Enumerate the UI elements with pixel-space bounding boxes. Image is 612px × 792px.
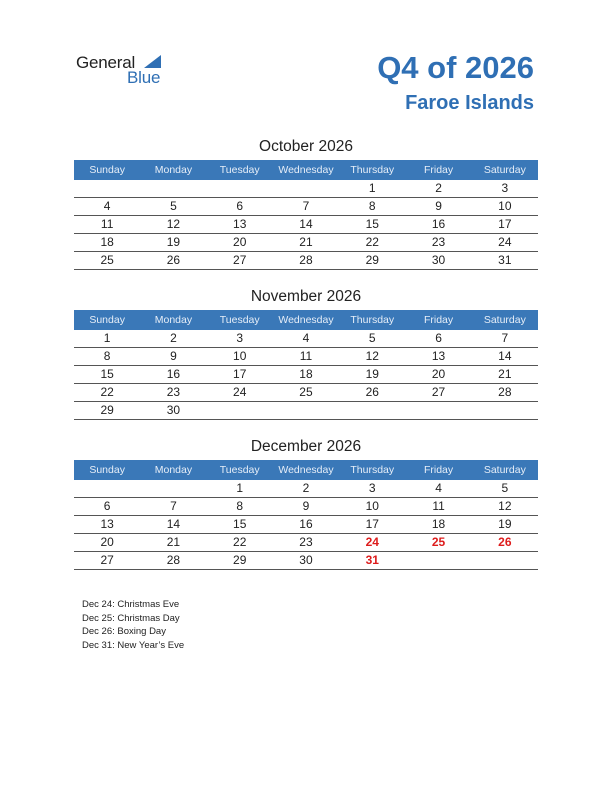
day-cell: 29 xyxy=(365,253,379,267)
weekday-label: Saturday xyxy=(483,164,526,176)
day-cell xyxy=(140,180,206,197)
day-cell: 25 xyxy=(431,535,446,549)
day-cell xyxy=(207,402,273,419)
day-cell: 10 xyxy=(498,199,512,213)
day-cell: 4 xyxy=(435,481,442,495)
month-grid xyxy=(74,330,538,420)
month-december xyxy=(74,436,538,570)
day-cell: 26 xyxy=(166,253,181,267)
day-cell xyxy=(472,552,538,569)
day-cell: 19 xyxy=(498,517,512,531)
weekday-label: Sunday xyxy=(89,464,125,476)
day-cell: 26 xyxy=(498,535,512,549)
day-cell: 4 xyxy=(103,199,111,213)
day-cell: 27 xyxy=(431,385,446,399)
day-cell: 5 xyxy=(501,481,509,495)
weekday-label: Monday xyxy=(154,164,193,176)
day-cell: 19 xyxy=(166,235,181,249)
day-cell: 6 xyxy=(103,499,111,513)
day-cell: 28 xyxy=(299,253,313,267)
weekday-label: Monday xyxy=(154,314,193,326)
day-cell: 23 xyxy=(299,535,313,549)
day-cell: 23 xyxy=(431,235,446,249)
weekday-label: Friday xyxy=(423,314,454,326)
day-cell xyxy=(207,180,273,197)
day-cell: 16 xyxy=(431,217,446,231)
logo-blue-text: Blue xyxy=(127,68,161,87)
day-cell: 2 xyxy=(302,481,310,495)
day-cell: 3 xyxy=(368,481,376,495)
day-cell: 19 xyxy=(365,367,379,381)
weekday-label: Thursday xyxy=(350,464,395,476)
day-cell: 4 xyxy=(302,331,310,345)
logo-general-text: General xyxy=(76,53,136,72)
day-cell: 25 xyxy=(299,385,313,399)
week-row xyxy=(74,480,538,498)
weekday-label: Monday xyxy=(154,464,193,476)
holiday-note: Dec 26: Boxing Day xyxy=(82,626,166,637)
general-blue-logo xyxy=(76,53,176,89)
weekday-header xyxy=(74,310,538,330)
day-cell: 6 xyxy=(435,331,442,345)
day-cell xyxy=(405,402,471,419)
day-cell: 7 xyxy=(302,199,310,213)
weekday-label: Tuesday xyxy=(219,464,260,476)
day-cell: 13 xyxy=(100,517,114,531)
day-cell xyxy=(472,402,538,419)
holiday-note: Dec 25: Christmas Day xyxy=(82,612,180,624)
weekday-label: Friday xyxy=(423,464,454,476)
day-cell: 31 xyxy=(498,253,512,267)
week-row xyxy=(74,498,538,516)
day-cell: 24 xyxy=(233,385,247,399)
day-cell: 13 xyxy=(431,349,446,363)
day-cell: 5 xyxy=(170,199,177,213)
day-cell: 3 xyxy=(501,181,509,195)
week-row xyxy=(74,552,538,570)
weekday-label: Sunday xyxy=(89,314,125,326)
week-row xyxy=(74,198,538,216)
week-row xyxy=(74,216,538,234)
weekday-label: Saturday xyxy=(483,464,526,476)
day-cell: 28 xyxy=(498,385,512,399)
month-grid xyxy=(74,180,538,270)
day-cell: 5 xyxy=(368,331,376,345)
day-cell: 18 xyxy=(431,517,446,531)
day-cell xyxy=(339,402,405,419)
day-cell: 30 xyxy=(166,403,181,417)
week-row xyxy=(74,180,538,198)
weekday-label: Friday xyxy=(423,164,454,176)
day-cell: 9 xyxy=(170,349,177,363)
day-cell: 22 xyxy=(100,385,114,399)
month-title: October 2026 xyxy=(259,138,353,155)
day-cell: 16 xyxy=(166,367,181,381)
day-cell: 16 xyxy=(299,517,313,531)
day-cell: 12 xyxy=(365,349,379,363)
weekday-label: Saturday xyxy=(483,314,526,326)
week-row xyxy=(74,330,538,348)
day-cell: 27 xyxy=(233,253,247,267)
day-cell: 8 xyxy=(103,349,111,363)
day-cell: 26 xyxy=(365,385,379,399)
day-cell: 20 xyxy=(100,535,114,549)
month-grid xyxy=(74,480,538,570)
weekday-header xyxy=(74,160,538,180)
month-title: November 2026 xyxy=(250,288,362,305)
day-cell xyxy=(273,402,339,419)
day-cell: 30 xyxy=(431,253,446,267)
day-cell: 2 xyxy=(170,331,177,345)
day-cell: 15 xyxy=(233,517,247,531)
day-cell: 20 xyxy=(431,367,446,381)
holiday-note: Dec 24: Christmas Eve xyxy=(82,599,180,610)
day-cell: 18 xyxy=(100,235,114,249)
day-cell: 17 xyxy=(365,517,379,531)
day-cell: 18 xyxy=(299,367,313,381)
day-cell: 2 xyxy=(435,181,442,195)
day-cell: 24 xyxy=(498,235,512,249)
day-cell xyxy=(74,180,140,197)
day-cell xyxy=(140,480,206,497)
day-cell xyxy=(273,180,339,197)
day-cell: 27 xyxy=(100,553,114,567)
day-cell: 30 xyxy=(299,553,313,567)
day-cell: 21 xyxy=(299,235,313,249)
day-cell: 9 xyxy=(302,499,310,513)
day-cell: 28 xyxy=(166,553,181,567)
weekday-label: Sunday xyxy=(89,164,125,176)
day-cell: 11 xyxy=(299,349,313,363)
day-cell: 7 xyxy=(170,499,177,513)
day-cell: 11 xyxy=(100,217,114,231)
day-cell: 8 xyxy=(236,499,244,513)
weekday-label: Wednesday xyxy=(278,164,334,176)
logo-triangle-icon xyxy=(144,55,161,68)
day-cell: 7 xyxy=(501,331,509,345)
holiday-note: Dec 31: New Year’s Eve xyxy=(82,639,185,651)
day-cell: 31 xyxy=(365,553,379,567)
day-cell: 29 xyxy=(100,403,114,417)
day-cell: 1 xyxy=(103,331,111,345)
week-row xyxy=(74,366,538,384)
weekday-label: Thursday xyxy=(350,164,395,176)
day-cell: 11 xyxy=(432,499,445,513)
week-row xyxy=(74,252,538,270)
week-row xyxy=(74,234,538,252)
day-cell: 22 xyxy=(365,235,379,249)
month-november xyxy=(74,286,538,420)
day-cell: 21 xyxy=(498,367,512,381)
day-cell xyxy=(405,552,471,569)
week-row xyxy=(74,516,538,534)
day-cell: 14 xyxy=(299,217,313,231)
day-cell: 14 xyxy=(498,349,512,363)
page-title: Q4 of 2026 xyxy=(377,50,534,85)
day-cell: 23 xyxy=(166,385,181,399)
weekday-label: Thursday xyxy=(350,314,395,326)
day-cell: 10 xyxy=(365,499,379,513)
day-cell: 1 xyxy=(368,181,376,195)
week-row xyxy=(74,534,538,552)
day-cell: 12 xyxy=(498,499,512,513)
day-cell: 8 xyxy=(368,199,376,213)
week-row xyxy=(74,384,538,402)
day-cell: 10 xyxy=(233,349,247,363)
day-cell: 6 xyxy=(236,199,244,213)
week-row xyxy=(74,402,538,420)
day-cell: 15 xyxy=(100,367,114,381)
day-cell: 17 xyxy=(233,367,247,381)
month-title: December 2026 xyxy=(250,438,362,455)
weekday-label: Wednesday xyxy=(278,314,334,326)
day-cell: 24 xyxy=(365,535,379,549)
page-subtitle: Faroe Islands xyxy=(405,92,534,114)
day-cell: 21 xyxy=(166,535,181,549)
day-cell: 29 xyxy=(233,553,247,567)
day-cell: 17 xyxy=(498,217,512,231)
day-cell: 20 xyxy=(233,235,247,249)
weekday-label: Tuesday xyxy=(219,164,260,176)
weekday-label: Tuesday xyxy=(219,314,260,326)
day-cell: 25 xyxy=(100,253,114,267)
day-cell xyxy=(74,480,140,497)
weekday-label: Wednesday xyxy=(278,464,334,476)
day-cell: 13 xyxy=(233,217,247,231)
day-cell: 9 xyxy=(435,199,442,213)
weekday-header xyxy=(74,460,538,480)
day-cell: 3 xyxy=(236,331,244,345)
day-cell: 15 xyxy=(365,217,379,231)
day-cell: 12 xyxy=(166,217,181,231)
week-row xyxy=(74,348,538,366)
holiday-notes xyxy=(82,598,184,652)
day-cell: 22 xyxy=(233,535,247,549)
month-october xyxy=(74,136,538,270)
day-cell: 14 xyxy=(166,517,181,531)
day-cell: 1 xyxy=(236,481,244,495)
